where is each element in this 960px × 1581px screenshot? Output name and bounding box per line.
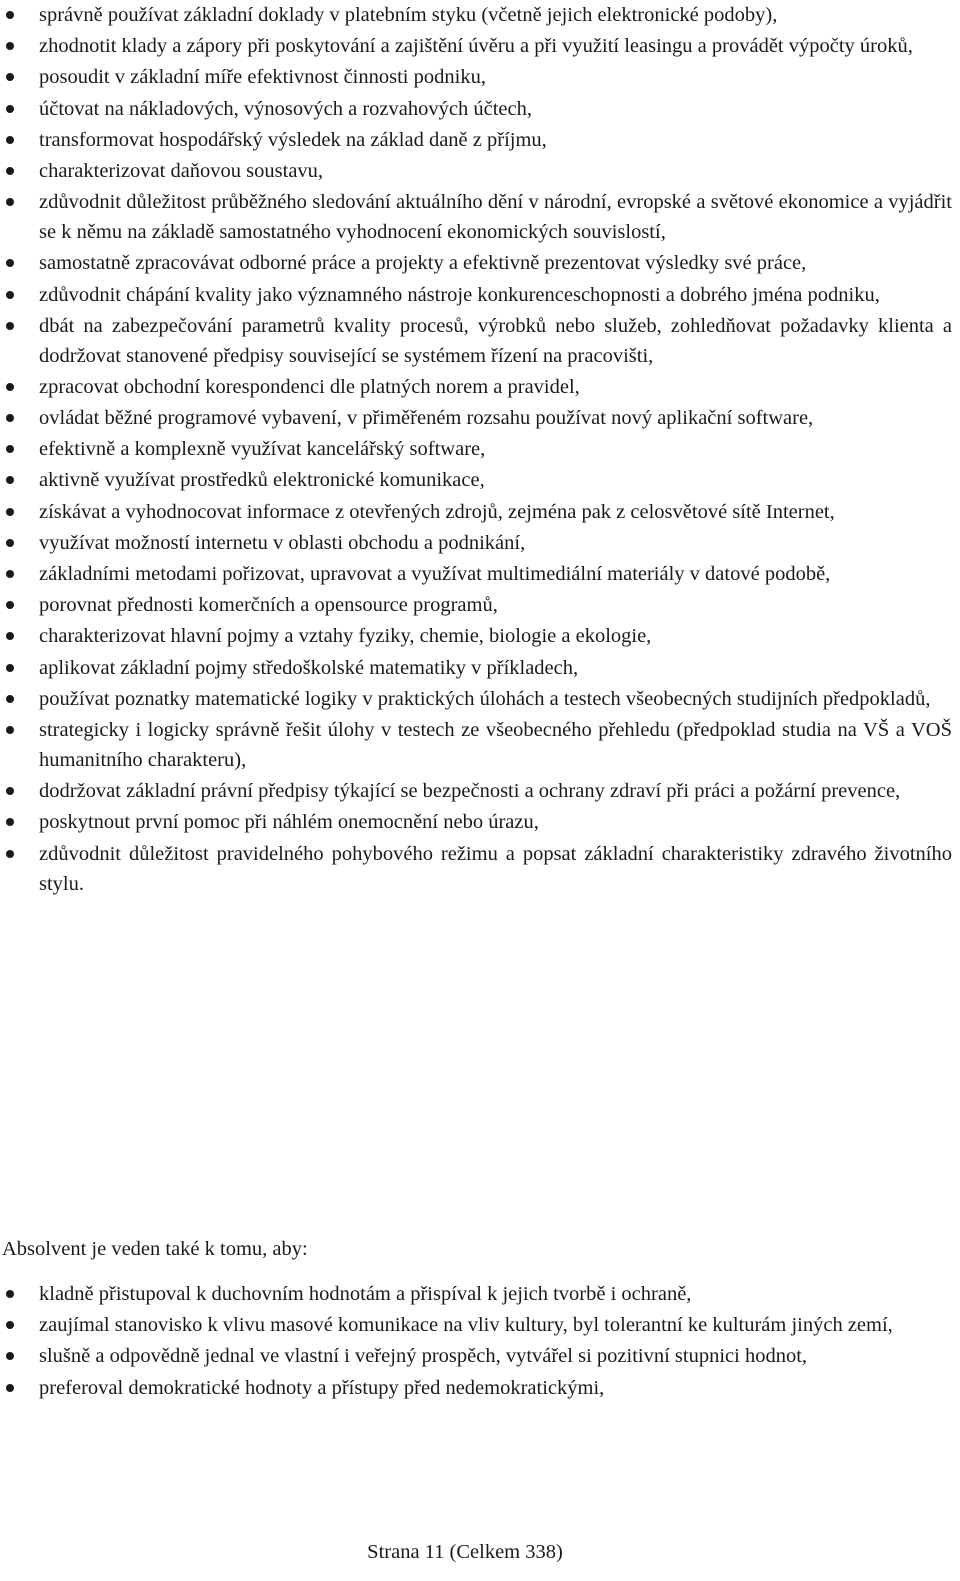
list-item: posoudit v základní míře efektivnost činnosti podniku,: [0, 62, 960, 92]
page-footer: Strana 11 (Celkem 338): [367, 1541, 563, 1563]
list-item: charakterizovat daňovou soustavu,: [0, 156, 960, 186]
list-item: základními metodami pořizovat, upravovat a využívat multimediální materiály v datové podobě,: [0, 559, 960, 589]
list-item: kladně přistupoval k duchovním hodnotám a přispíval k jejich tvorbě i ochraně,: [0, 1279, 960, 1309]
list-item: účtovat na nákladových, výnosových a rozvahových účtech,: [0, 94, 960, 124]
values-list: [0, 1279, 960, 1404]
list-item: využívat možností internetu v oblasti obchodu a podnikání,: [0, 528, 960, 558]
list-item: porovnat přednosti komerčních a opensource programů,: [0, 590, 960, 620]
list-item: správně používat základní doklady v platebním styku (včetně jejich elektronické podoby),: [0, 0, 960, 30]
list-item: zhodnotit klady a zápory při poskytování a zajištění úvěru a při využití leasingu a provádět výpočty úroků,: [0, 31, 960, 61]
list-item: používat poznatky matematické logiky v praktických úlohách a testech všeobecných studijních předpokladů,: [0, 684, 960, 714]
list-item: transformovat hospodářský výsledek na základ daně z příjmu,: [0, 125, 960, 155]
list-item: efektivně a komplexně využívat kancelářský software,: [0, 434, 960, 464]
list-item: dodržovat základní právní předpisy týkající se bezpečnosti a ochrany zdraví při práci a požární prevence,: [0, 776, 960, 806]
list-item: zaujímal stanovisko k vlivu masové komunikace na vliv kultury, byl tolerantní ke kulturám jiných zemí,: [0, 1310, 960, 1340]
list-item: aplikovat základní pojmy středoškolské matematiky v příkladech,: [0, 653, 960, 683]
list-item: zdůvodnit důležitost průběžného sledování aktuálního dění v národní, evropské a světové ekonomice a vyjádřit se k němu na základě samostatného vyhodnocení ekonomických souvislostí,: [0, 187, 960, 247]
list-item: aktivně využívat prostředků elektronické komunikace,: [0, 465, 960, 495]
list-item: získávat a vyhodnocovat informace z otevřených zdrojů, zejména pak z celosvětové sítě Internet,: [0, 497, 960, 527]
list-item: ovládat běžné programové vybavení, v přiměřeném rozsahu používat nový aplikační software,: [0, 403, 960, 433]
list-item: slušně a odpovědně jednal ve vlastní i veřejný prospěch, vytvářel si pozitivní stupnici hodnot,: [0, 1341, 960, 1371]
list-item: poskytnout první pomoc při náhlém onemocnění nebo úrazu,: [0, 807, 960, 837]
section-intro: Absolvent je veden také k tomu, aby:: [2, 1238, 308, 1260]
list-item: zdůvodnit důležitost pravidelného pohybového režimu a popsat základní charakteristiky zdravého životního stylu.: [0, 839, 960, 899]
list-item: zpracovat obchodní korespondenci dle platných norem a pravidel,: [0, 372, 960, 402]
list-item: zdůvodnit chápání kvality jako významného nástroje konkurenceschopnosti a dobrého jména podniku,: [0, 280, 960, 310]
list-item: preferoval demokratické hodnoty a přístupy před nedemokratickými,: [0, 1373, 960, 1403]
list-item: charakterizovat hlavní pojmy a vztahy fyziky, chemie, biologie a ekologie,: [0, 621, 960, 651]
list-item: samostatně zpracovávat odborné práce a projekty a efektivně prezentovat výsledky své práce,: [0, 248, 960, 278]
list-item: strategicky i logicky správně řešit úlohy v testech ze všeobecného přehledu (předpoklad studia na VŠ a VOŠ humanitního charakteru),: [0, 715, 960, 775]
list-item: dbát na zabezpečování parametrů kvality procesů, výrobků nebo služeb, zohledňovat požadavky klienta a dodržovat stanovené předpisy související se systémem řízení na pracovišti,: [0, 311, 960, 371]
